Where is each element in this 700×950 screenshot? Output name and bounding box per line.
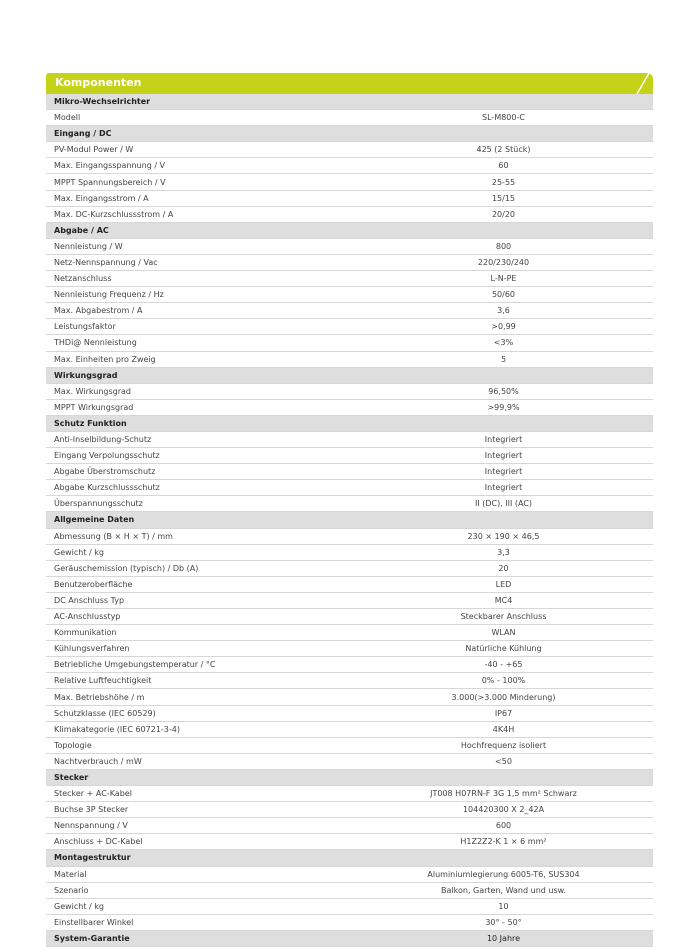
section-header bbox=[46, 126, 653, 142]
spec-label: Überspannungsschutz bbox=[46, 496, 354, 512]
spec-value: <3% bbox=[354, 335, 653, 351]
spec-value: Integriert bbox=[354, 480, 653, 496]
spec-label: Nennspannung / V bbox=[46, 818, 354, 834]
section-title: Montagestruktur bbox=[46, 850, 354, 866]
spec-label: DC Anschluss Typ bbox=[46, 592, 354, 608]
spec-value: 4K4H bbox=[354, 721, 653, 737]
spec-value: Balkon, Garten, Wand und usw. bbox=[354, 882, 653, 898]
table-row bbox=[46, 238, 653, 254]
slash-decoration-icon bbox=[533, 73, 653, 94]
table-row bbox=[46, 528, 653, 544]
spec-label: Anti-Inselbildung-Schutz bbox=[46, 431, 354, 447]
spec-label: Max. DC-Kurzschlussstrom / A bbox=[46, 206, 354, 222]
spec-label: Max. Eingangsstrom / A bbox=[46, 190, 354, 206]
spec-value bbox=[354, 126, 653, 142]
spec-value: 10 Jahre bbox=[354, 930, 653, 946]
spec-value: 800 bbox=[354, 238, 653, 254]
table-row bbox=[46, 496, 653, 512]
table-row bbox=[46, 882, 653, 898]
table-row bbox=[46, 753, 653, 769]
section-title: Stecker bbox=[46, 769, 354, 785]
spec-label: MPPT Spannungsbereich / V bbox=[46, 174, 354, 190]
spec-label: Geräuschemission (typisch) / Db (A) bbox=[46, 560, 354, 576]
section-title: Schutz Funktion bbox=[46, 415, 354, 431]
spec-value: >99,9% bbox=[354, 399, 653, 415]
spec-label: Topologie bbox=[46, 737, 354, 753]
spec-value: Aluminiumlegierung 6005-T6, SUS304 bbox=[354, 866, 653, 882]
spec-label: Szenario bbox=[46, 882, 354, 898]
table-row bbox=[46, 399, 653, 415]
table-row bbox=[46, 383, 653, 399]
spec-value: >0,99 bbox=[354, 319, 653, 335]
spec-label: Nennleistung / W bbox=[46, 238, 354, 254]
spec-value: 60 bbox=[354, 158, 653, 174]
spec-label: Max. Einheiten pro Zweig bbox=[46, 351, 354, 367]
table-row bbox=[46, 480, 653, 496]
section-header bbox=[46, 930, 653, 946]
spec-label: Max. Abgabestrom / A bbox=[46, 303, 354, 319]
spec-label: Relative Luftfeuchtigkeit bbox=[46, 673, 354, 689]
spec-label: Gewicht / kg bbox=[46, 898, 354, 914]
spec-value: MC4 bbox=[354, 592, 653, 608]
spec-label: Benutzeroberfläche bbox=[46, 576, 354, 592]
section-title: Mikro-Wechselrichter bbox=[46, 94, 354, 110]
spec-sheet bbox=[46, 73, 653, 947]
table-row bbox=[46, 287, 653, 303]
spec-label: Max. Wirkungsgrad bbox=[46, 383, 354, 399]
spec-table bbox=[46, 94, 653, 947]
spec-value bbox=[354, 367, 653, 383]
spec-label: Material bbox=[46, 866, 354, 882]
spec-label: Schutzklasse (IEC 60529) bbox=[46, 705, 354, 721]
spec-label: Netz-Nennspannung / Vac bbox=[46, 254, 354, 270]
spec-value: JT008 H07RN-F 3G 1,5 mm² Schwarz bbox=[354, 786, 653, 802]
section-header bbox=[46, 769, 653, 785]
spec-value: Hochfrequenz isoliert bbox=[354, 737, 653, 753]
spec-value: L-N-PE bbox=[354, 271, 653, 287]
header-title: Komponenten bbox=[55, 76, 142, 89]
spec-value: 20/20 bbox=[354, 206, 653, 222]
section-title: System-Garantie bbox=[46, 930, 354, 946]
spec-label: Buchse 3P Stecker bbox=[46, 802, 354, 818]
table-row bbox=[46, 335, 653, 351]
table-row bbox=[46, 866, 653, 882]
spec-value: Natürliche Kühlung bbox=[354, 641, 653, 657]
spec-label: Anschluss + DC-Kabel bbox=[46, 834, 354, 850]
spec-value: 600 bbox=[354, 818, 653, 834]
table-row bbox=[46, 464, 653, 480]
spec-value bbox=[354, 850, 653, 866]
table-row bbox=[46, 689, 653, 705]
section-header bbox=[46, 367, 653, 383]
spec-value: LED bbox=[354, 576, 653, 592]
spec-value: 50/60 bbox=[354, 287, 653, 303]
spec-value bbox=[354, 512, 653, 528]
spec-label: MPPT Wirkungsgrad bbox=[46, 399, 354, 415]
spec-value: 425 (2 Stück) bbox=[354, 142, 653, 158]
spec-label: Abgabe Kurzschlussschutz bbox=[46, 480, 354, 496]
spec-value: 20 bbox=[354, 560, 653, 576]
table-row bbox=[46, 818, 653, 834]
table-row bbox=[46, 254, 653, 270]
table-row bbox=[46, 786, 653, 802]
table-row bbox=[46, 142, 653, 158]
table-row bbox=[46, 737, 653, 753]
table-row bbox=[46, 834, 653, 850]
spec-value: 104420300 X 2_42A bbox=[354, 802, 653, 818]
section-title: Allgemeine Daten bbox=[46, 512, 354, 528]
spec-value: 5 bbox=[354, 351, 653, 367]
table-row bbox=[46, 158, 653, 174]
table-row bbox=[46, 657, 653, 673]
spec-value: 3.000(>3.000 Minderung) bbox=[354, 689, 653, 705]
spec-label: Eingang Verpolungsschutz bbox=[46, 448, 354, 464]
spec-label: Stecker + AC-Kabel bbox=[46, 786, 354, 802]
spec-label: Abgabe Überstromschutz bbox=[46, 464, 354, 480]
spec-label: Nennleistung Frequenz / Hz bbox=[46, 287, 354, 303]
spec-value: <50 bbox=[354, 753, 653, 769]
spec-value: 230 × 190 × 46,5 bbox=[354, 528, 653, 544]
section-header bbox=[46, 94, 653, 110]
table-row bbox=[46, 914, 653, 930]
table-row bbox=[46, 560, 653, 576]
table-row bbox=[46, 641, 653, 657]
table-row bbox=[46, 576, 653, 592]
spec-label: Modell bbox=[46, 110, 354, 126]
table-row bbox=[46, 609, 653, 625]
spec-label: THDi@ Nennleistung bbox=[46, 335, 354, 351]
spec-value: 96,50% bbox=[354, 383, 653, 399]
spec-label: Max. Betriebshöhe / m bbox=[46, 689, 354, 705]
spec-label: Abmessung (B × H × T) / mm bbox=[46, 528, 354, 544]
spec-value: 3,3 bbox=[354, 544, 653, 560]
section-title: Abgabe / AC bbox=[46, 222, 354, 238]
spec-value: 10 bbox=[354, 898, 653, 914]
section-header bbox=[46, 512, 653, 528]
spec-value: 25-55 bbox=[354, 174, 653, 190]
spec-label: Netzanschluss bbox=[46, 271, 354, 287]
section-header bbox=[46, 850, 653, 866]
table-row bbox=[46, 431, 653, 447]
spec-value: Integriert bbox=[354, 448, 653, 464]
section-header bbox=[46, 415, 653, 431]
table-row bbox=[46, 303, 653, 319]
section-header bbox=[46, 222, 653, 238]
table-row bbox=[46, 673, 653, 689]
spec-value bbox=[354, 415, 653, 431]
spec-label: Einstellbarer Winkel bbox=[46, 914, 354, 930]
spec-label: Nachtverbrauch / mW bbox=[46, 753, 354, 769]
spec-label: Klimakategorie (IEC 60721-3-4) bbox=[46, 721, 354, 737]
spec-value: 15/15 bbox=[354, 190, 653, 206]
spec-value: Integriert bbox=[354, 431, 653, 447]
spec-value: 3,6 bbox=[354, 303, 653, 319]
spec-value: WLAN bbox=[354, 625, 653, 641]
table-row bbox=[46, 110, 653, 126]
spec-label: Kommunikation bbox=[46, 625, 354, 641]
table-row bbox=[46, 190, 653, 206]
section-title: Wirkungsgrad bbox=[46, 367, 354, 383]
table-row bbox=[46, 448, 653, 464]
table-row bbox=[46, 206, 653, 222]
spec-value: 220/230/240 bbox=[354, 254, 653, 270]
spec-label: Kühlungsverfahren bbox=[46, 641, 354, 657]
spec-label: Gewicht / kg bbox=[46, 544, 354, 560]
table-row bbox=[46, 351, 653, 367]
spec-value: Steckbarer Anschluss bbox=[354, 609, 653, 625]
table-row bbox=[46, 802, 653, 818]
spec-value: Integriert bbox=[354, 464, 653, 480]
spec-value bbox=[354, 222, 653, 238]
header-banner bbox=[46, 73, 653, 94]
spec-value: 30° - 50° bbox=[354, 914, 653, 930]
spec-value: H1Z2Z2-K 1 × 6 mm² bbox=[354, 834, 653, 850]
spec-value bbox=[354, 769, 653, 785]
spec-label: AC-Anschlusstyp bbox=[46, 609, 354, 625]
spec-label: Betriebliche Umgebungstemperatur / °C bbox=[46, 657, 354, 673]
spec-label: Leistungsfaktor bbox=[46, 319, 354, 335]
spec-label: PV-Modul Power / W bbox=[46, 142, 354, 158]
table-row bbox=[46, 174, 653, 190]
table-row bbox=[46, 271, 653, 287]
table-row bbox=[46, 625, 653, 641]
spec-value: SL-M800-C bbox=[354, 110, 653, 126]
section-title: Eingang / DC bbox=[46, 126, 354, 142]
table-row bbox=[46, 544, 653, 560]
table-row bbox=[46, 592, 653, 608]
spec-value bbox=[354, 94, 653, 110]
spec-value: 0% - 100% bbox=[354, 673, 653, 689]
table-row bbox=[46, 319, 653, 335]
table-row bbox=[46, 721, 653, 737]
spec-value: -40 - +65 bbox=[354, 657, 653, 673]
spec-value: IP67 bbox=[354, 705, 653, 721]
spec-value: II (DC), III (AC) bbox=[354, 496, 653, 512]
spec-label: Max. Eingangsspannung / V bbox=[46, 158, 354, 174]
table-row bbox=[46, 705, 653, 721]
table-row bbox=[46, 898, 653, 914]
